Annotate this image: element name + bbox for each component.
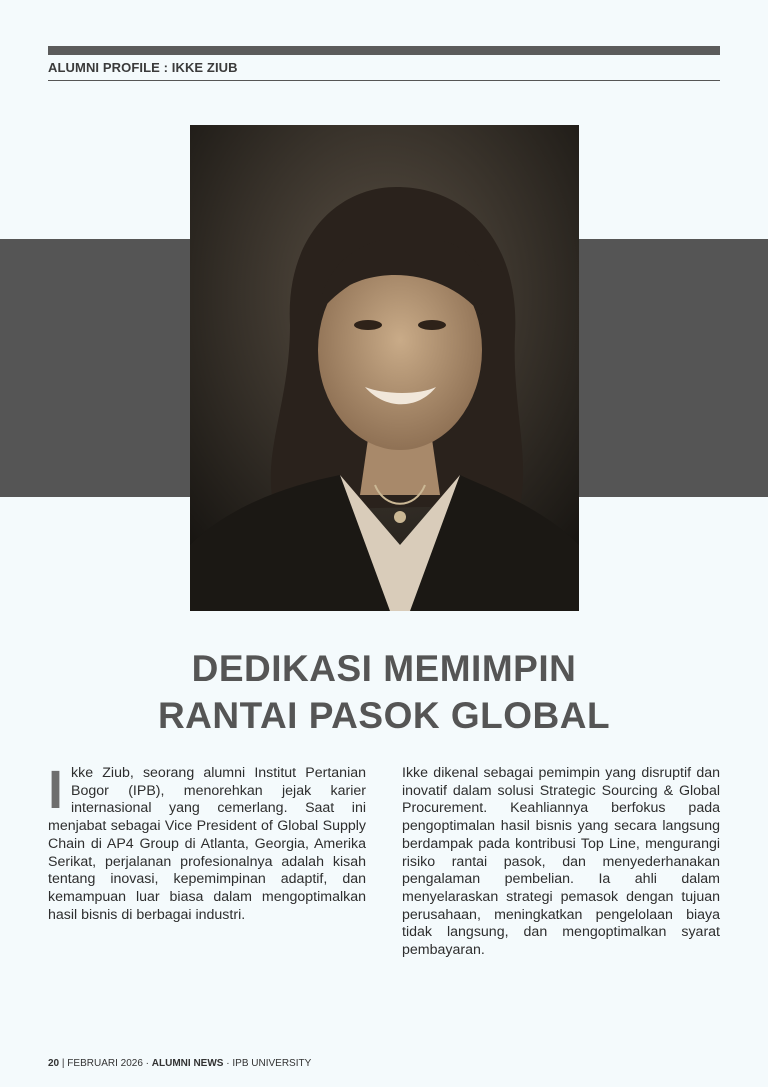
article-headline bbox=[60, 645, 708, 739]
drop-cap: I bbox=[48, 760, 64, 820]
page-number: 20 bbox=[48, 1058, 60, 1069]
footer-separator: | bbox=[61, 1058, 65, 1069]
headline-line-2: RANTAI PASOK GLOBAL bbox=[157, 695, 611, 736]
portrait-photo bbox=[190, 125, 579, 611]
issue-date: FEBRUARI 2026 bbox=[67, 1058, 143, 1069]
article-column-2: Ikke dikenal sebagai pemimpin yang disruptif dan inovatif dalam solusi Strategic Sourcing & Global Procurement. Keahliannya berfokus pada pengoptimalan hasil bisnis yang secara langsung berdampak pada kontribusi Top Line, mengurangi risiko rantai pasok, dan menyederhanakan pengalaman pembelian. Ia ahli dalam menyelaraskan strategi pemasok dengan tujuan perusahaan, meningkatkan pengelolaan biaya tidak langsung, dan mengoptimalkan syarat pembayaran. bbox=[402, 765, 720, 959]
institution-name: IPB UNIVERSITY bbox=[232, 1058, 312, 1069]
column-1-text: kke Ziub, seorang alumni Institut Pertanian Bogor (IPB), menorehkan jejak karier internasional yang cemerlang. Saat ini menjabat sebagai Vice President of Global Supply Chain di AP4 Group di Atlanta, Georgia, Amerika Serikat, perjalanan profesionalnya adalah kisah tentang inovasi, kepemimpinan adaptif, dan kemampuan luar biasa dalam mengoptimalkan hasil bisnis di berbagai industri. bbox=[48, 765, 366, 923]
header-divider bbox=[48, 80, 720, 81]
headline-line-1: DEDIKASI MEMIMPIN bbox=[191, 648, 577, 689]
page-footer bbox=[48, 1058, 311, 1069]
top-rule bbox=[48, 46, 720, 55]
publication-name: ALUMNI NEWS bbox=[151, 1058, 224, 1069]
footer-dot-1: · bbox=[145, 1058, 150, 1069]
article-column-1 bbox=[48, 760, 366, 924]
footer-dot-2: · bbox=[226, 1058, 230, 1069]
section-label: ALUMNI PROFILE : IKKE ZIUB bbox=[48, 60, 238, 75]
